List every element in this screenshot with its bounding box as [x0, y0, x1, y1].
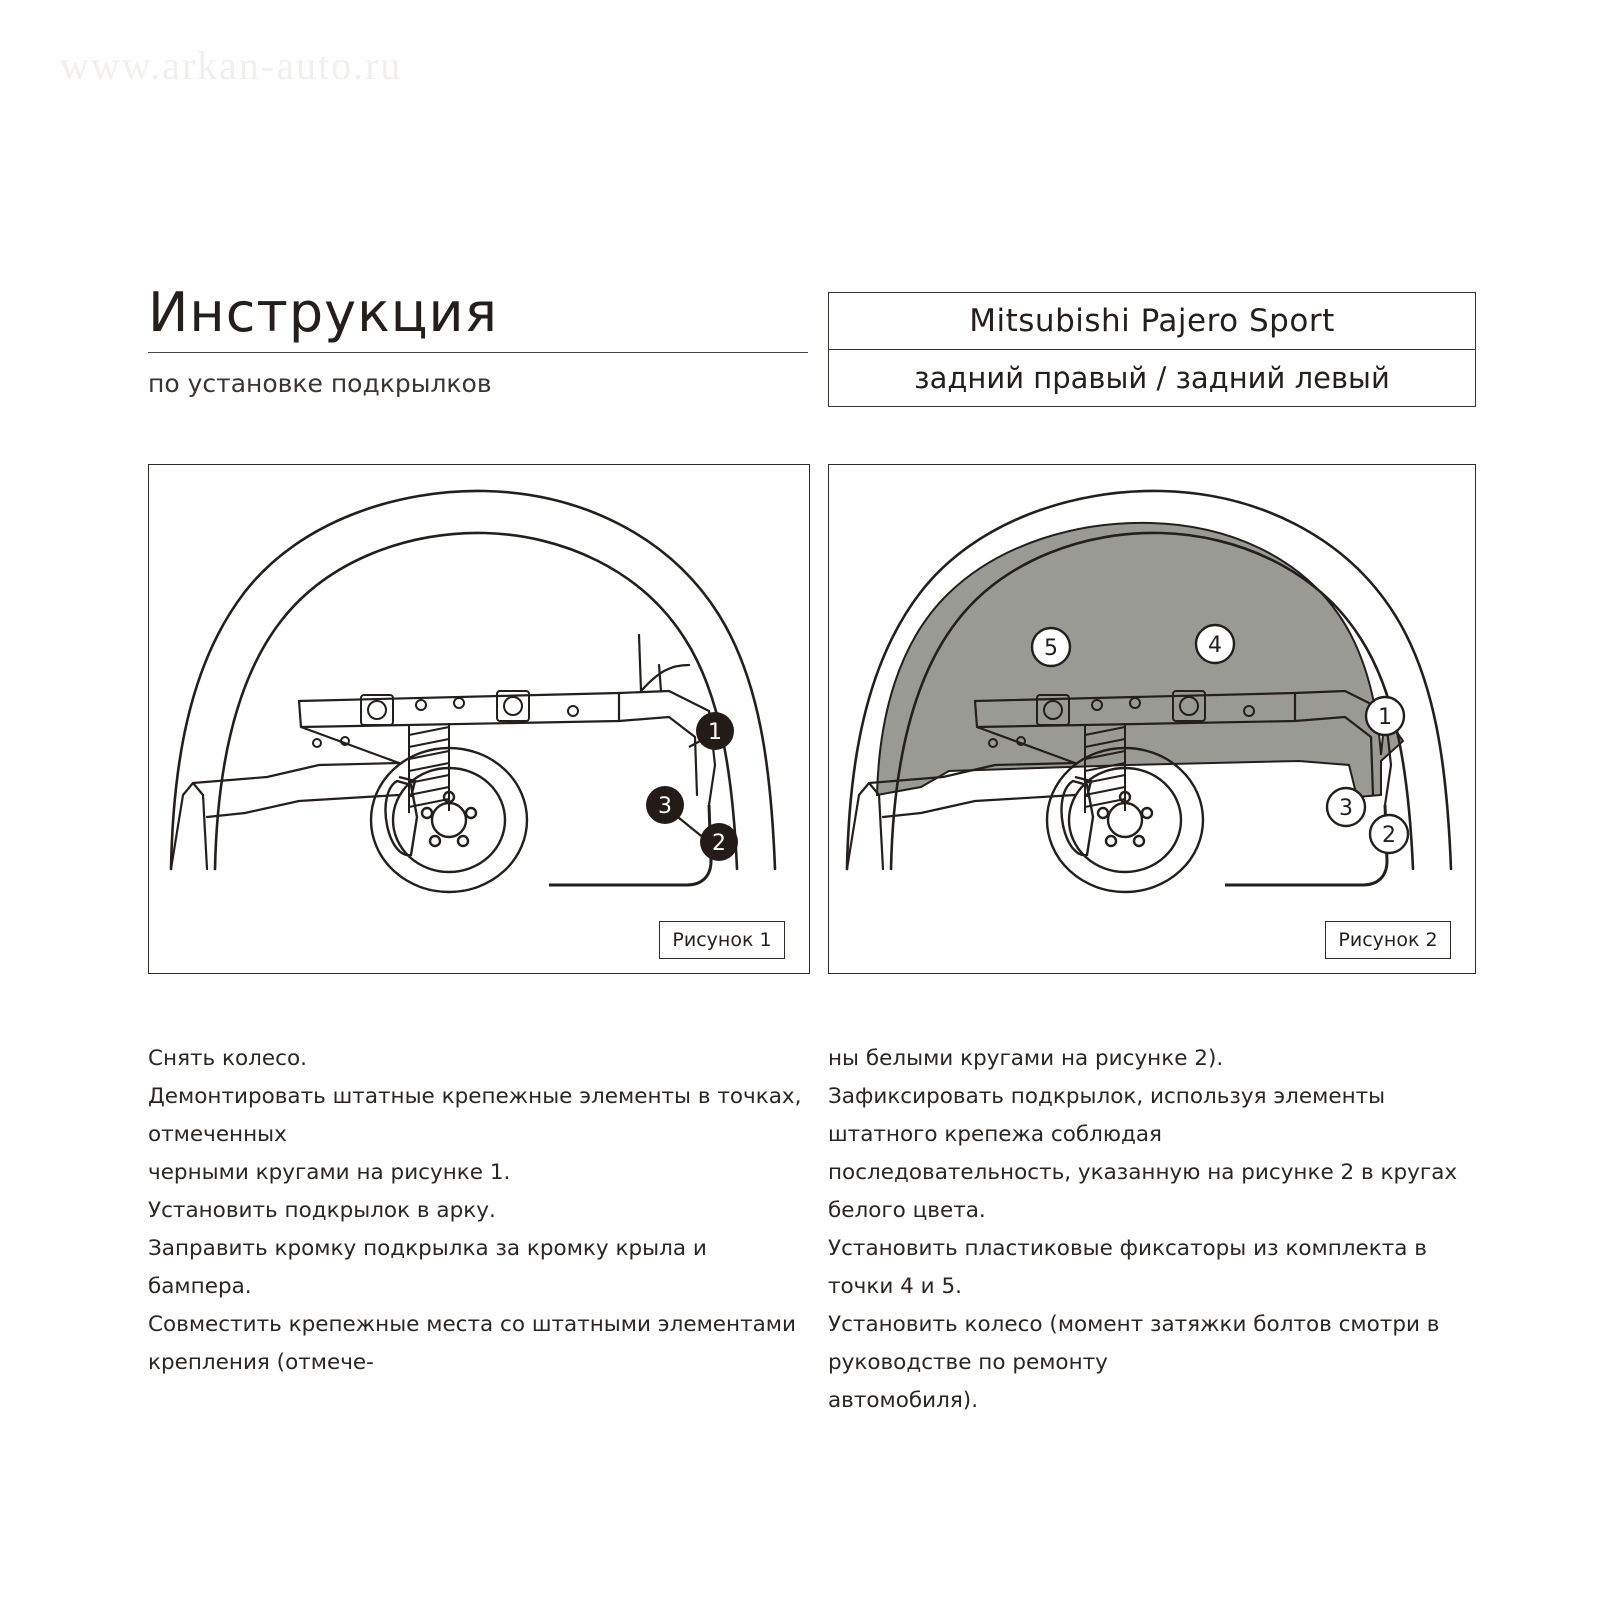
instruction-line: Установить колесо (момент затяжки болтов смотри в руководстве по ремонту [828, 1312, 1440, 1375]
instructions-right-column [828, 1040, 1498, 1420]
svg-text:3: 3 [1339, 796, 1353, 821]
svg-text:4: 4 [1208, 633, 1222, 658]
svg-text:2: 2 [1382, 823, 1396, 848]
instruction-line: Снять колесо. [148, 1046, 307, 1071]
watermark-text: www.arkan-auto.ru [60, 43, 403, 88]
instruction-line: Зафиксировать подкрылок, используя элементы штатного крепежа соблюдая [828, 1084, 1386, 1147]
vehicle-model-row [829, 293, 1475, 350]
instruction-line: автомобиля). [828, 1388, 979, 1413]
title-divider [148, 352, 808, 353]
page-subtitle: по установке подкрылков [148, 368, 492, 398]
figure-2-drawing [829, 465, 1475, 973]
marker-2 [700, 823, 738, 861]
svg-text:3: 3 [658, 794, 672, 819]
instruction-line: Установить подкрылок в арку. [148, 1198, 496, 1223]
figure-1 [148, 464, 810, 974]
instruction-line: последовательность, указанную на рисунке 2 в кругах белого цвета. [828, 1160, 1458, 1223]
header-left [148, 281, 808, 398]
figure-2 [828, 464, 1476, 974]
marker-2 [1370, 815, 1408, 853]
figure-1-caption: Рисунок 1 [659, 921, 785, 959]
wheel-liner-shape [877, 523, 1403, 797]
instructions-left-column [148, 1040, 813, 1382]
marker-1 [1366, 697, 1404, 735]
vehicle-info-box [828, 292, 1476, 407]
marker-4 [1196, 625, 1234, 663]
marker-3 [1327, 788, 1365, 826]
vehicle-model: Mitsubishi Pajero Sport [969, 303, 1335, 339]
svg-text:1: 1 [708, 720, 722, 745]
svg-text:1: 1 [1378, 705, 1392, 730]
instruction-line: Заправить кромку подкрылка за кромку крыла и бампера. [148, 1236, 707, 1299]
vehicle-variant-row [829, 350, 1475, 406]
svg-text:5: 5 [1044, 636, 1058, 661]
vehicle-variant: задний правый / задний левый [914, 361, 1390, 395]
instruction-line: Совместить крепежные места со штатными элементами крепления (отмече- [148, 1312, 796, 1375]
figure-1-drawing [149, 465, 809, 973]
figure-2-caption: Рисунок 2 [1325, 921, 1451, 959]
instruction-line: Установить пластиковые фиксаторы из комплекта в точки 4 и 5. [828, 1236, 1427, 1299]
marker-1 [696, 712, 734, 750]
marker-3 [646, 786, 684, 824]
svg-text:2: 2 [712, 831, 726, 856]
page-title: Инструкция [148, 281, 499, 344]
instruction-line: Демонтировать штатные крепежные элементы в точках, отмеченных [148, 1084, 802, 1147]
instruction-line: черными кругами на рисунке 1. [148, 1160, 511, 1185]
instruction-line: ны белыми кругами на рисунке 2). [828, 1046, 1224, 1071]
marker-5 [1032, 628, 1070, 666]
